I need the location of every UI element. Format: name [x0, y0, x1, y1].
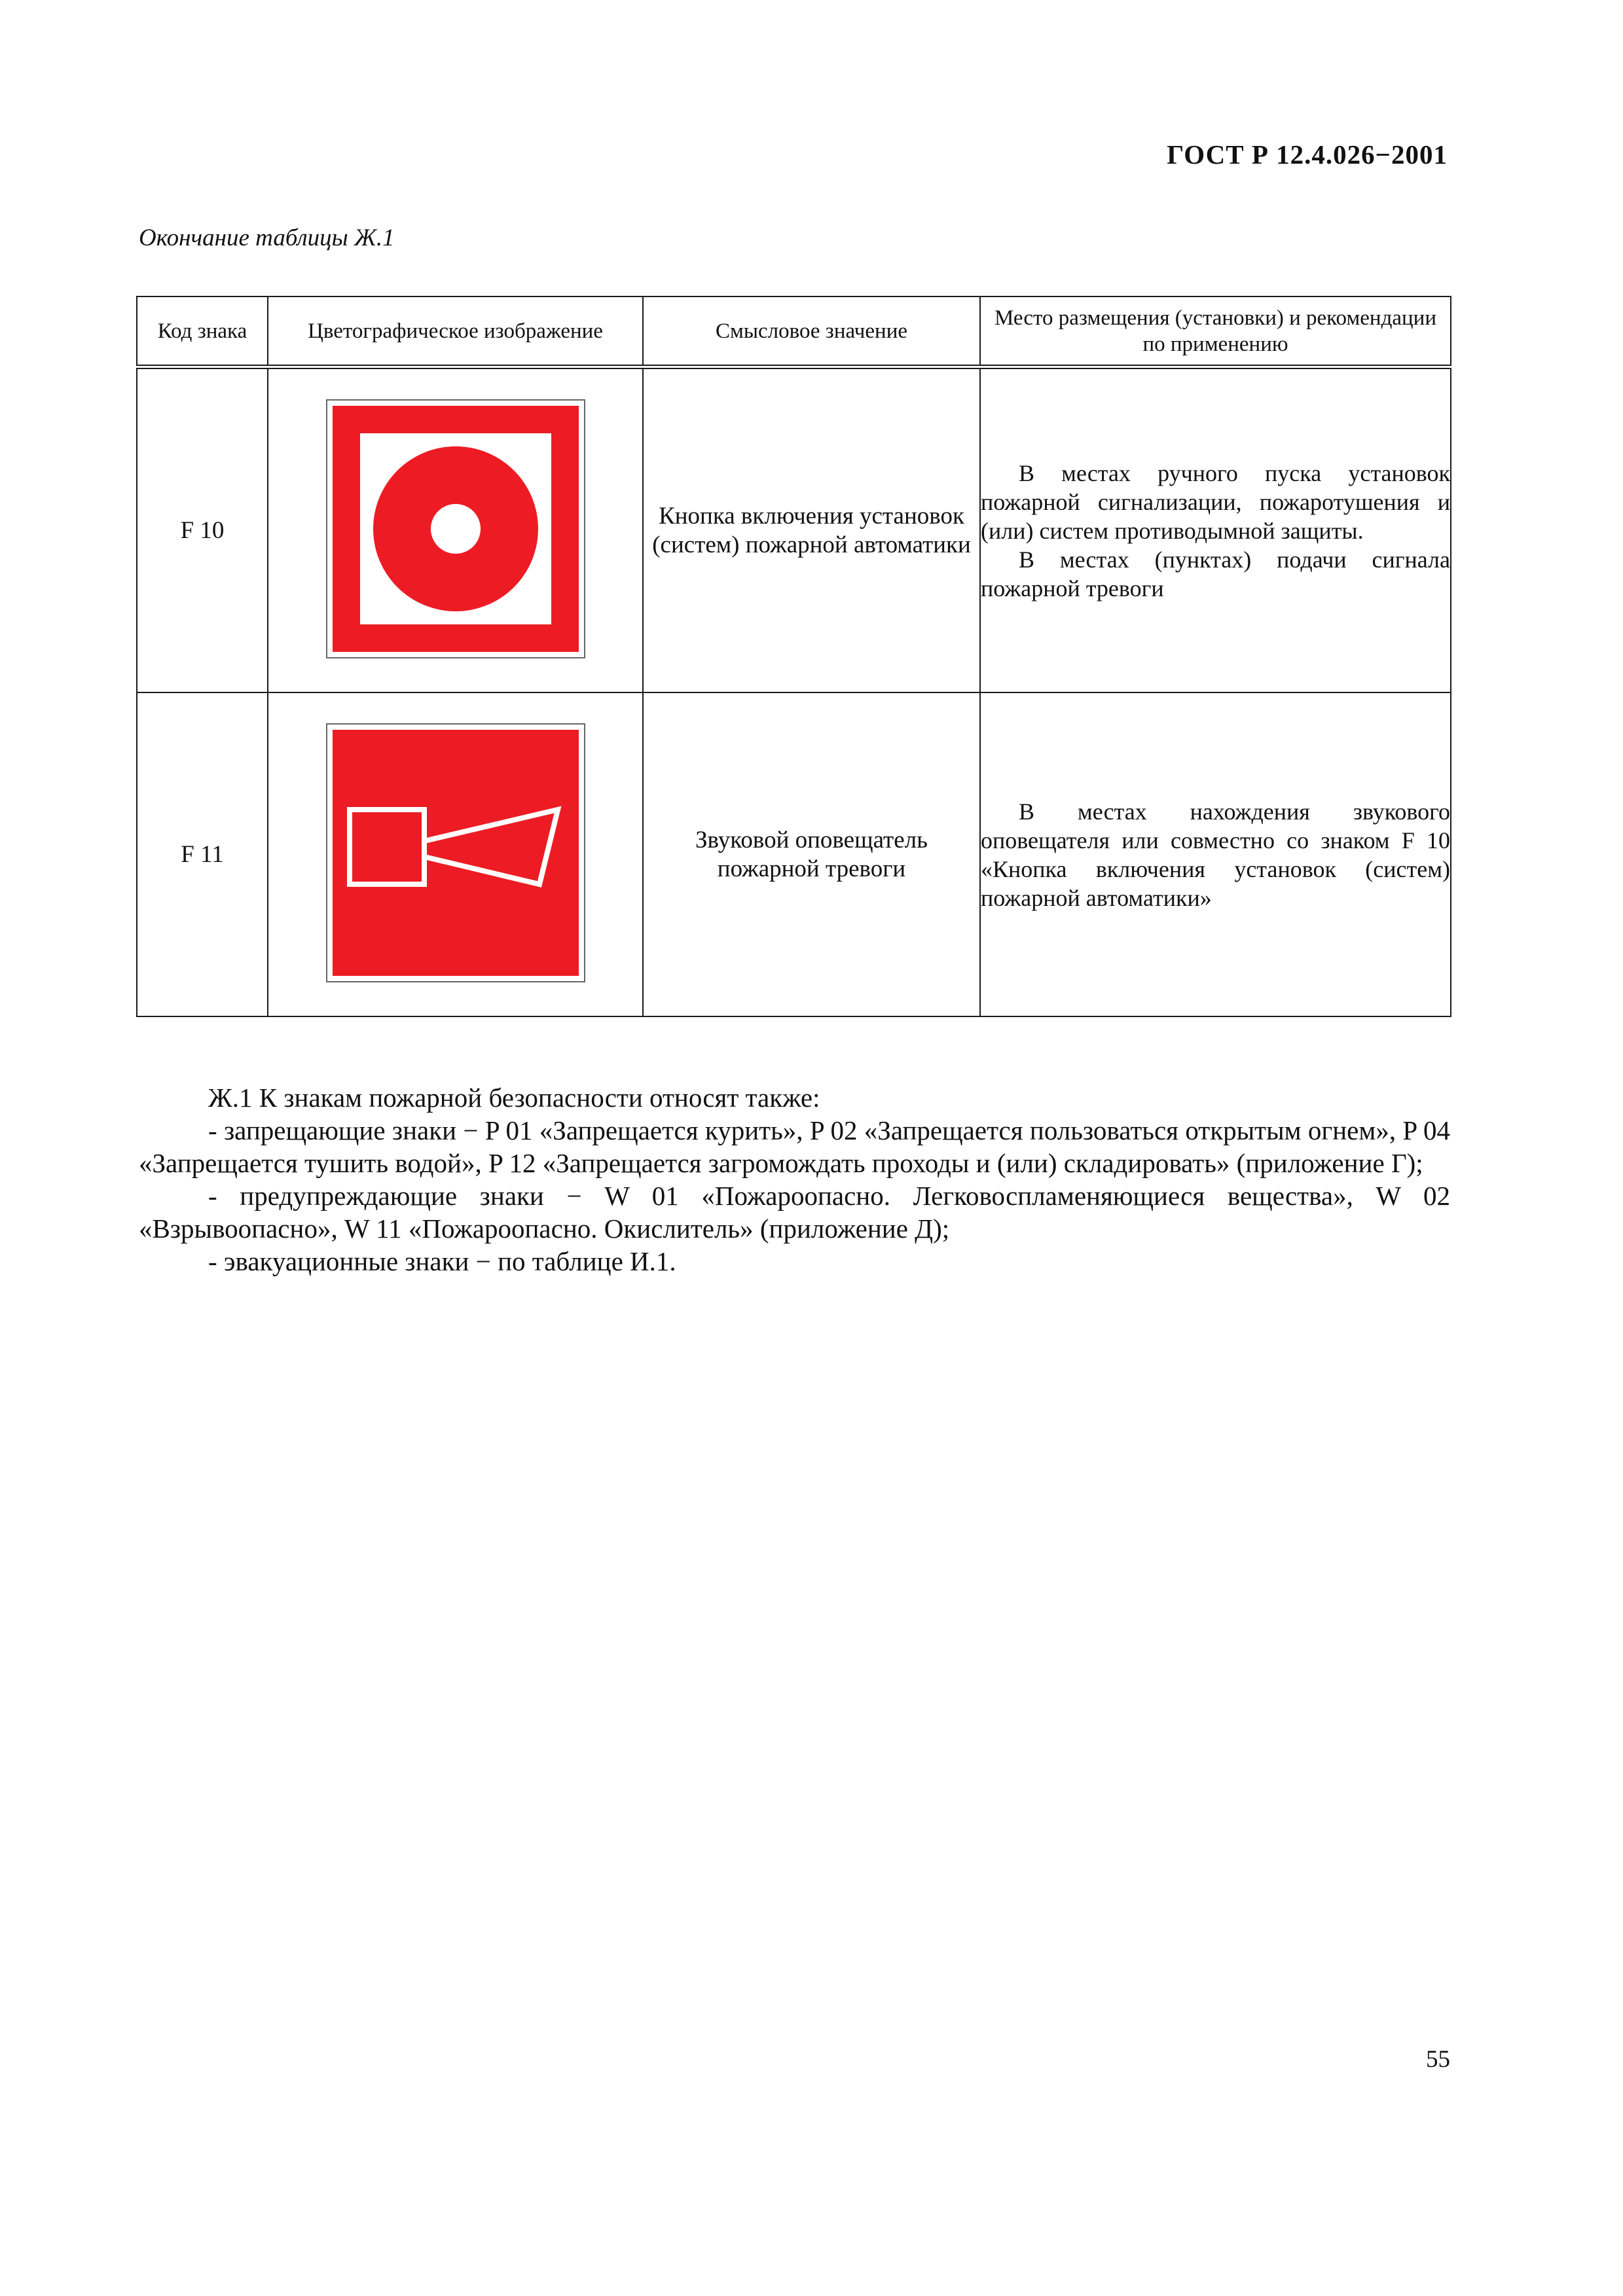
placement-paragraph: В местах (пунктах) подачи сигнала пожарной тревоги [981, 546, 1450, 601]
placement-paragraph: В местах ручного пуска установок пожарной сигнализации, пожаротушения и (или) систем противодымной защиты. [981, 459, 1450, 544]
column-header-code: Код знака [137, 296, 268, 367]
table-row [137, 367, 1451, 693]
body-text [139, 1081, 1450, 1278]
table-row [137, 692, 1451, 1016]
signs-table [136, 296, 1451, 1017]
column-header-meaning: Смысловое значение [643, 296, 980, 367]
page-number: 55 [1426, 2046, 1450, 2073]
fire-alarm-horn-icon [333, 730, 579, 976]
sign-meaning: Звуковой оповещатель пожарной тревоги [643, 692, 980, 1016]
document-code: ГОСТ Р 12.4.026−2001 [1167, 139, 1448, 170]
sign-code: F 10 [137, 367, 268, 693]
body-paragraph: - предупреждающие знаки − W 01 «Пожароопасно. Легковоспламеняющиеся вещества», W 02 «Взрывоопасно», W 11 «Пожароопасно. Окислитель» (приложение Д); [139, 1181, 1450, 1244]
table-caption: Окончание таблицы Ж.1 [139, 224, 395, 251]
fire-alarm-button-icon [333, 406, 579, 652]
column-header-placement: Место размещения (установки) и рекомендации по применению [980, 296, 1451, 367]
sign-code: F 11 [137, 692, 268, 1016]
body-paragraph: - эвакуационные знаки − по таблице И.1. [208, 1246, 676, 1276]
sign-frame [326, 723, 585, 982]
body-paragraph: Ж.1 К знакам пожарной безопасности относят также: [208, 1083, 820, 1113]
sign-placement [980, 692, 1451, 1016]
sign-image-cell [268, 692, 643, 1016]
body-paragraph: - запрещающие знаки − P 01 «Запрещается курить», P 02 «Запрещается пользоваться открытым огнем», P 04 «Запрещается тушить водой», P 12 «Запрещается загромождать проходы и (или) складировать» (приложение Г); [139, 1115, 1450, 1178]
sign-image-cell [268, 367, 643, 693]
table-header-row [137, 296, 1451, 367]
sign-placement [980, 367, 1451, 693]
sign-meaning: Кнопка включения установок (систем) пожарной автоматики [643, 367, 980, 693]
placement-paragraph: В местах нахождения звукового оповещателя или совместно со знаком F 10 «Кнопка включения установок (систем) пожарной автоматики» [981, 798, 1450, 911]
sign-frame [326, 399, 585, 658]
column-header-image: Цветографическое изображение [268, 296, 643, 367]
